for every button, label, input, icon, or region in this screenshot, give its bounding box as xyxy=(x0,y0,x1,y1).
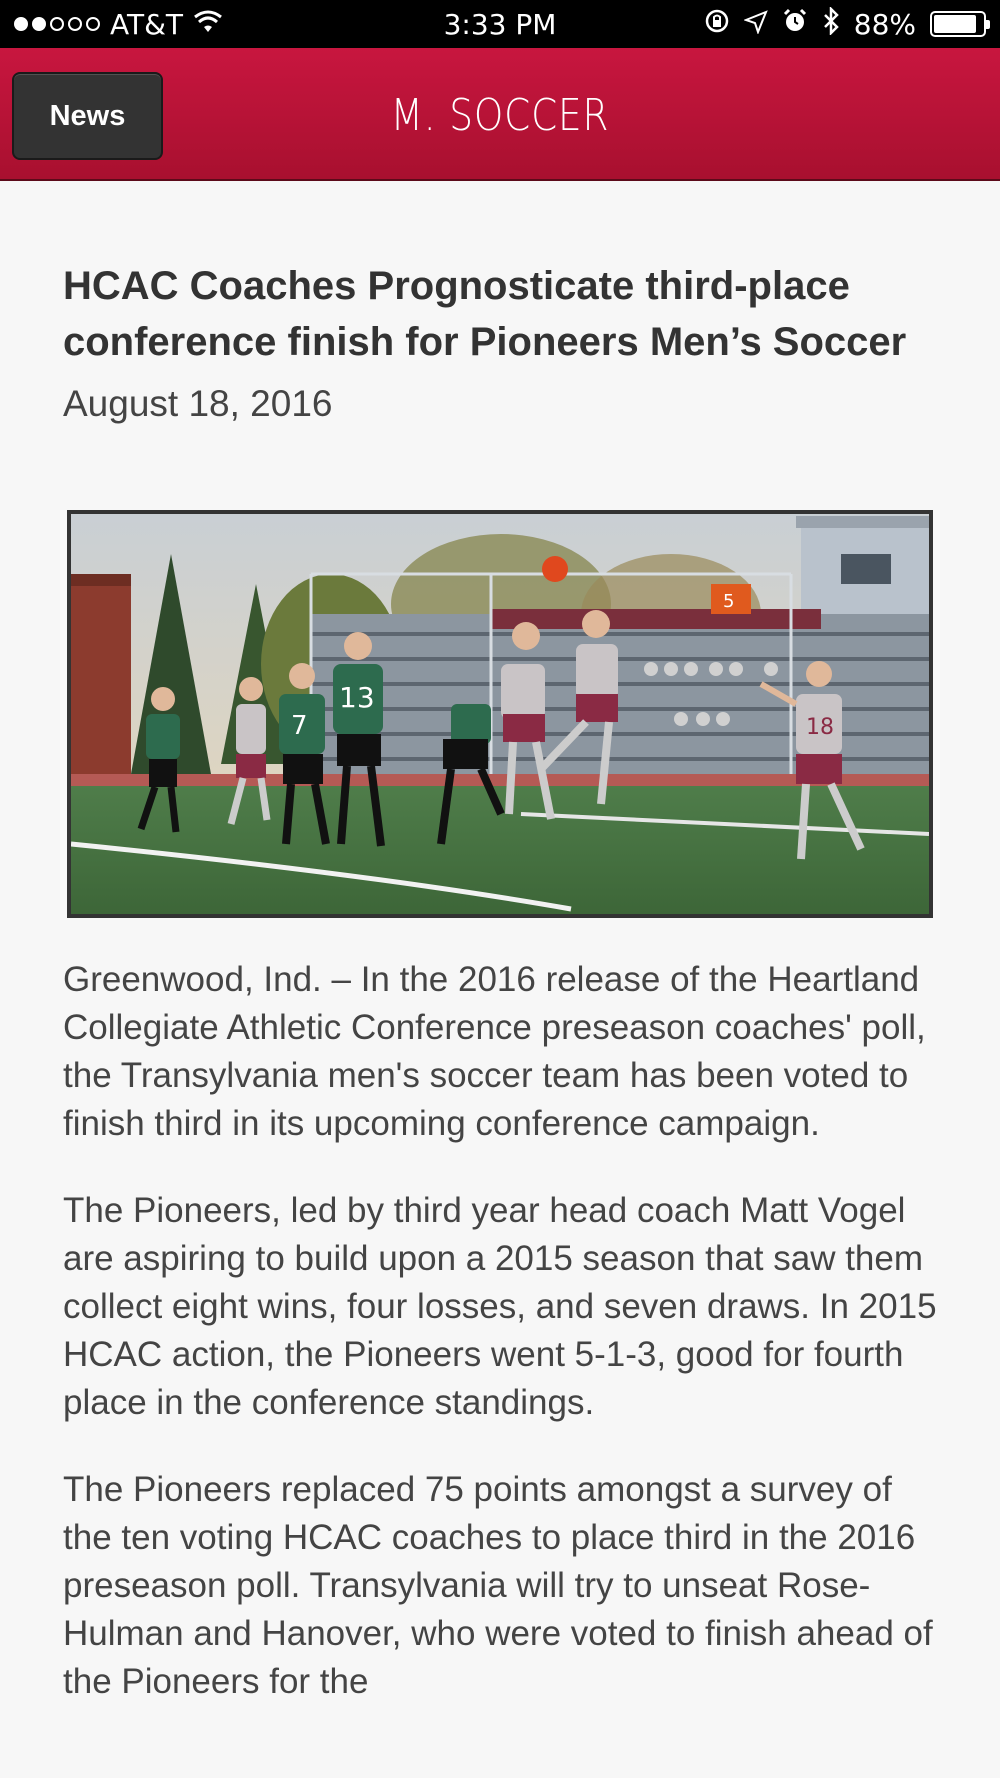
article-paragraph-3: The Pioneers replaced 75 points amongst a survey of the ten voting HCAC coaches to place third in the 2016 preseason poll. Transylvania will try to unseat Rose-Hulman and Hanover, who were voted to finish ahead of the Pioneers for the xyxy=(63,1470,933,1701)
article-body xyxy=(63,956,943,1745)
banner-number: 5 xyxy=(723,591,735,612)
jersey-number-13: 13 xyxy=(339,681,375,714)
orientation-lock-icon xyxy=(704,8,730,41)
status-bar xyxy=(0,0,1000,48)
article-headline: HCAC Coaches Prognosticate third-place conference finish for Pioneers Men’s Soccer xyxy=(63,264,907,364)
status-left xyxy=(14,8,223,41)
article-header xyxy=(63,258,943,428)
alarm-icon xyxy=(782,8,808,41)
article-paragraph-2: The Pioneers, led by third year head coach Matt Vogel are aspiring to build upon a 2015 season that saw them collect eight wins, four losses, and seven draws. In 2015 HCAC action, the Pioneers went 5-1-3, good for fourth place in the conference standings. xyxy=(63,1191,937,1422)
article-photo xyxy=(67,510,933,918)
bluetooth-icon xyxy=(822,7,840,42)
article-paragraph-1: Greenwood, Ind. – In the 2016 release of the Heartland Collegiate Athletic Conference preseason coaches' poll, the Transylvania men's soccer team has been voted to finish third in its upcoming conference campaign. xyxy=(63,960,926,1143)
jersey-number-18: 18 xyxy=(806,715,834,740)
wifi-icon xyxy=(193,8,223,41)
soccer-match-image xyxy=(71,514,929,914)
signal-strength-icon xyxy=(14,17,100,31)
status-right xyxy=(704,7,986,42)
navigation-bar xyxy=(0,48,1000,181)
status-time: 3:33 PM xyxy=(443,7,557,41)
battery-level xyxy=(934,15,976,33)
location-icon xyxy=(744,8,768,41)
nav-title: M. SOCCER xyxy=(390,90,610,141)
battery-percent: 88% xyxy=(853,7,916,41)
news-back-button[interactable]: News xyxy=(12,72,163,160)
article-date: August 18, 2016 xyxy=(63,383,333,424)
jersey-number-7: 7 xyxy=(291,711,308,741)
carrier-name: AT&T xyxy=(110,7,184,41)
battery-icon xyxy=(930,11,986,37)
